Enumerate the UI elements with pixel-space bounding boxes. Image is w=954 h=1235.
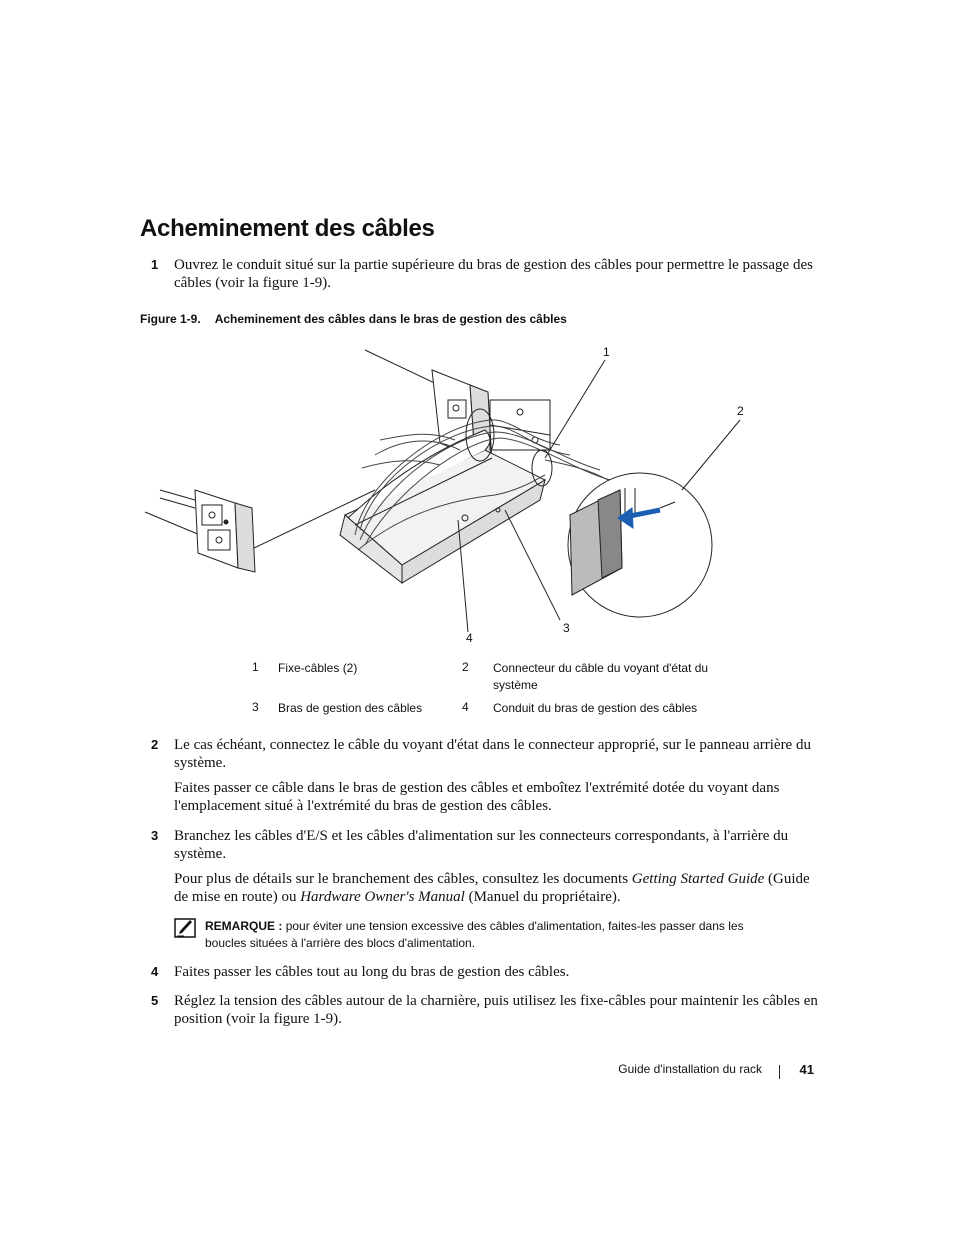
legend-num: 4 <box>462 700 469 714</box>
step-number: 3 <box>151 828 159 843</box>
legend-text: Conduit du bras de gestion des câbles <box>493 701 698 715</box>
figure-label: Figure 1-9. <box>140 312 201 326</box>
step-text: Le cas échéant, connectez le câble du voyant d'état dans le connecteur approprié, sur le panneau arrière du système. <box>174 737 811 771</box>
step-text: Faites passer les câbles tout au long du bras de gestion des câbles. <box>174 964 570 980</box>
callout-2: 2 <box>737 404 744 418</box>
callout-4: 4 <box>466 631 473 645</box>
para-text: (Manuel du propriétaire). <box>464 889 621 905</box>
step-number: 2 <box>151 737 159 752</box>
left-bracket <box>160 490 255 572</box>
step-1 <box>140 256 820 292</box>
doc-title: Hardware Owner's Manual <box>300 889 465 905</box>
page-number: 41 <box>799 1062 814 1077</box>
legend-num: 2 <box>462 660 469 674</box>
footer-title: Guide d'installation du rack <box>618 1062 762 1076</box>
step-3 <box>140 827 820 863</box>
step-2 <box>140 736 820 772</box>
page-footer <box>560 1062 814 1082</box>
step-4 <box>140 963 820 981</box>
legend-text: Fixe-câbles (2) <box>278 661 358 675</box>
para-text: (Guide de mise en route) ou <box>174 871 810 905</box>
step-5 <box>140 992 820 1028</box>
step-3-paragraph <box>174 870 824 906</box>
detail-zoom-circle <box>568 473 712 617</box>
step-2-paragraph: Faites passer ce câble dans le bras de gestion des câbles et emboîtez l'extrémité dotée du voyant dans l'emplacement situé à l'extrémité du bras de gestion des câbles. <box>174 780 780 814</box>
note-label: REMARQUE : <box>205 919 283 933</box>
legend-num: 3 <box>252 700 259 714</box>
step-text: Ouvrez le conduit situé sur la partie supérieure du bras de gestion des câbles pour permettre le passage des câbles (voir la figure 1-9). <box>174 257 813 291</box>
step-number: 1 <box>151 257 159 272</box>
note-box <box>174 918 774 952</box>
step-number: 4 <box>151 964 159 979</box>
cable-management-illustration <box>140 340 744 650</box>
pencil-note-icon <box>174 918 196 938</box>
step-text: Branchez les câbles d'E/S et les câbles d'alimentation sur les connecteurs correspondants, à l'arrière du système. <box>174 828 789 862</box>
doc-title: Getting Started Guide <box>631 871 765 887</box>
legend-text: Bras de gestion des câbles <box>278 701 423 715</box>
note-text: pour éviter une tension excessive des câbles d'alimentation, faites-les passer dans les boucles situées à l'arrière des blocs d'alimentation. <box>205 919 744 950</box>
callout-1: 1 <box>603 345 610 359</box>
callout-3: 3 <box>563 621 570 635</box>
figure-caption-text: Acheminement des câbles dans le bras de gestion des câbles <box>214 312 567 326</box>
page-title: Acheminement des câbles <box>140 215 435 242</box>
step-number: 5 <box>151 993 159 1008</box>
rail-line <box>145 512 200 535</box>
legend-text: Connecteur du câble du voyant d'état du système <box>493 661 709 692</box>
para-text: Pour plus de détails sur le branchement des câbles, consultez les documents <box>174 871 632 887</box>
figure-caption <box>140 312 567 326</box>
step-text: Réglez la tension des câbles autour de la charnière, puis utilisez les fixe-câbles pour maintenir les câbles en position (voir la figure 1-9). <box>174 993 818 1027</box>
legend-num: 1 <box>252 660 259 674</box>
footer-separator <box>779 1065 780 1079</box>
cable-arm <box>340 430 545 583</box>
